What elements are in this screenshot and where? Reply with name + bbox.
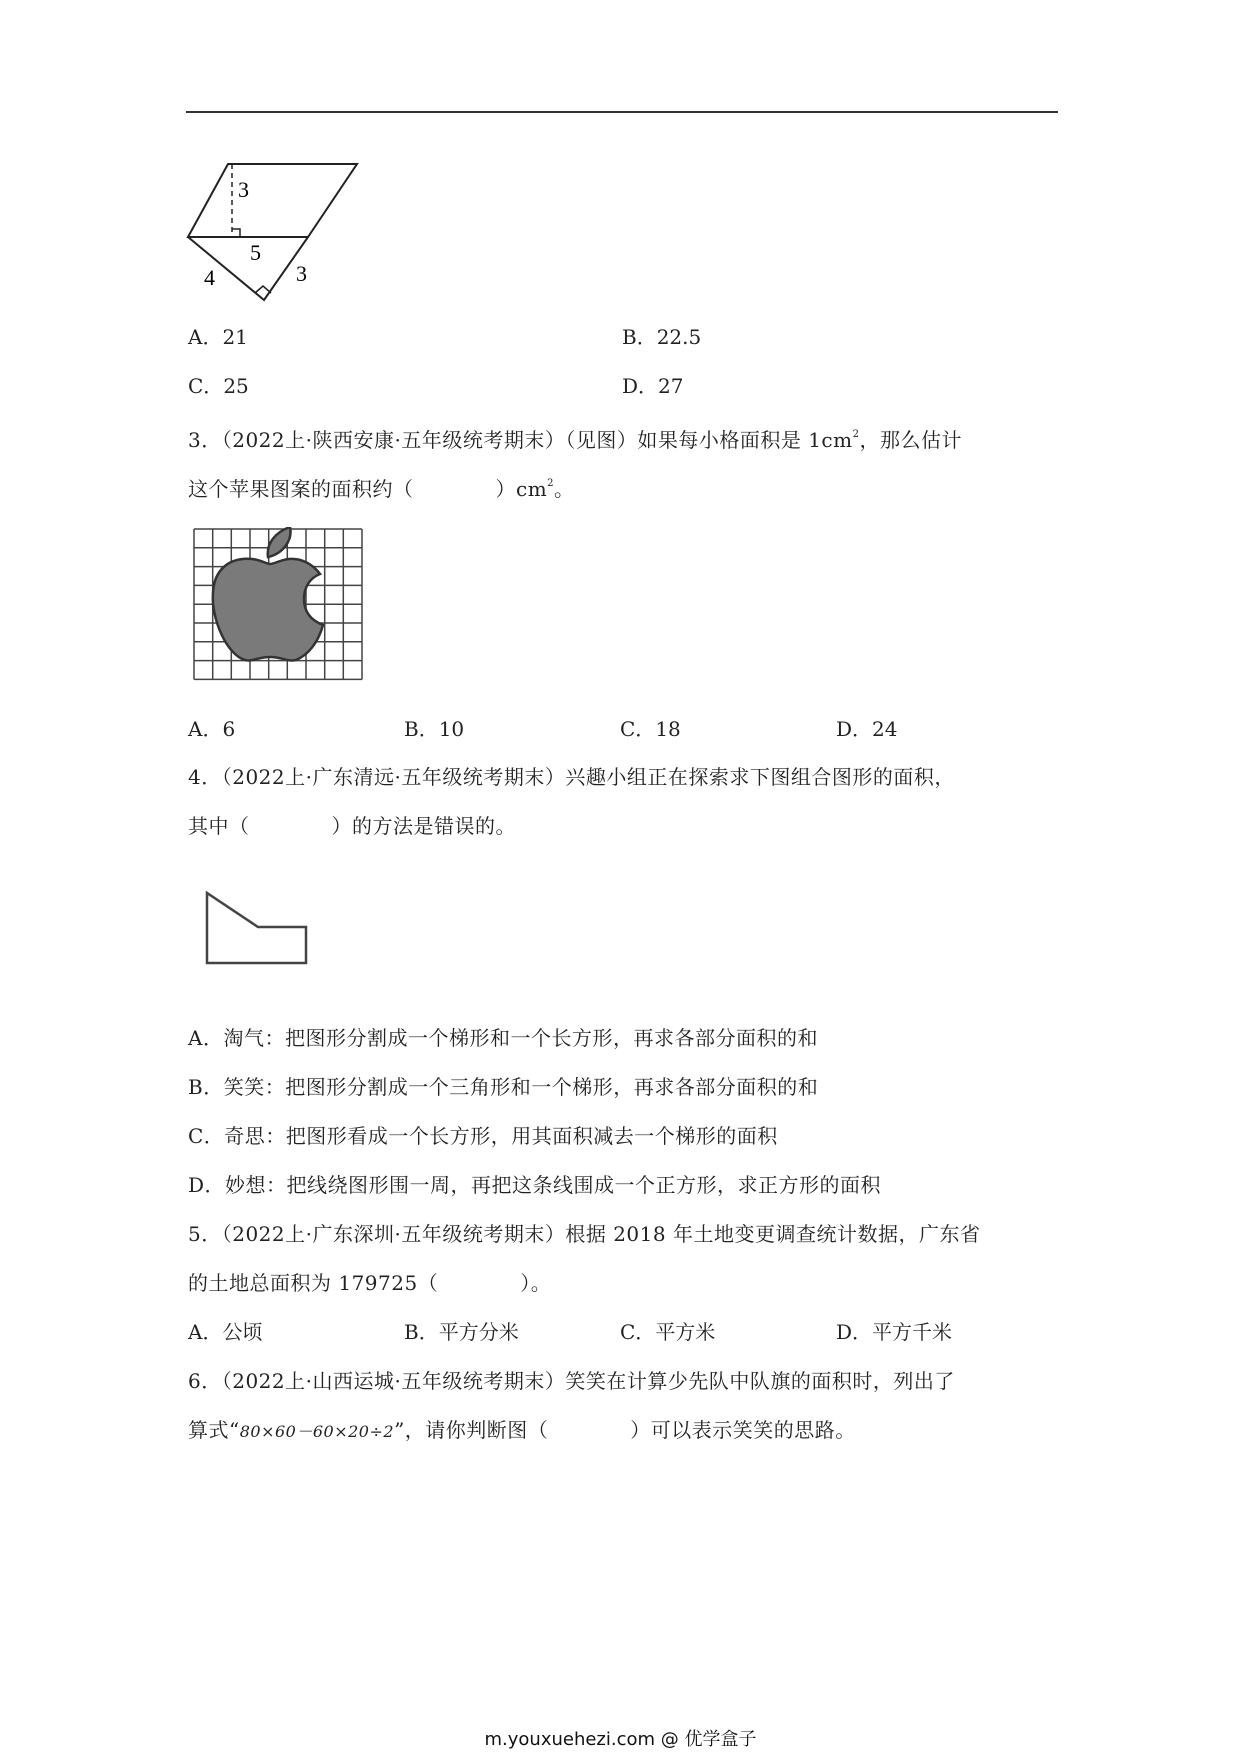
q3-question-line2: 这个苹果图案的面积约（ ）$cm^2$。 bbox=[188, 477, 575, 501]
q6-question-line2: 算式“80×60－60×20÷2”，请你判断图（ ）可以表示笑笑的思路。 bbox=[188, 1418, 856, 1442]
q5-question-line2: 的土地总面积为 179725（ ）。 bbox=[188, 1271, 552, 1295]
q5-option-d[interactable]: D．平方千米 bbox=[836, 1320, 953, 1344]
q4-option-a[interactable]: A．淘气：把图形分割成一个梯形和一个长方形，再求各部分面积的和 bbox=[188, 1026, 818, 1050]
figure1-label-left-leg: 4 bbox=[204, 265, 215, 290]
q4-question-line2: 其中（ ）的方法是错误的。 bbox=[188, 814, 516, 838]
q6-question-line1: 6．（2022上·山西运城·五年级统考期末）笑笑在计算少先队中队旗的面积时，列出了 bbox=[188, 1369, 955, 1393]
footer-watermark: m.youxuehezi.com @ 优学盒子 bbox=[484, 1729, 757, 1750]
q6-formula: 80×60－60×20÷2 bbox=[239, 1422, 395, 1441]
parallelogram-triangle-figure bbox=[180, 155, 370, 305]
q5-option-a[interactable]: A．公顷 bbox=[188, 1320, 263, 1344]
q3-option-a[interactable]: A．6 bbox=[188, 717, 236, 741]
q4-option-b[interactable]: B．笑笑：把图形分割成一个三角形和一个梯形，再求各部分面积的和 bbox=[188, 1075, 819, 1099]
composite-shape-figure bbox=[200, 885, 312, 967]
q5-question-line1: 5．（2022上·广东深圳·五年级统考期末）根据 2018 年土地变更调查统计数据，广东省 bbox=[188, 1222, 981, 1246]
q4-option-c[interactable]: C．奇思：把图形看成一个长方形，用其面积减去一个梯形的面积 bbox=[188, 1124, 778, 1148]
figure1-label-base: 5 bbox=[250, 240, 261, 265]
q3-option-b[interactable]: B．10 bbox=[404, 717, 465, 741]
q2-option-a[interactable]: A．21 bbox=[188, 325, 248, 349]
figure1-label-right-leg: 3 bbox=[296, 261, 307, 286]
q2-option-c[interactable]: C．25 bbox=[188, 374, 249, 398]
q5-option-c[interactable]: C．平方米 bbox=[620, 1320, 716, 1344]
header-rule bbox=[186, 111, 1058, 113]
q3-question-line1: 3．（2022上·陕西安康·五年级统考期末）（见图）如果每小格面积是 $1cm^2$，那么估计 bbox=[188, 428, 962, 452]
q3-option-c[interactable]: C．18 bbox=[620, 717, 681, 741]
q5-option-b[interactable]: B．平方分米 bbox=[404, 1320, 519, 1344]
q3-option-d[interactable]: D．24 bbox=[836, 717, 898, 741]
figure1-label-height: 3 bbox=[238, 177, 249, 202]
q4-option-d[interactable]: D．妙想：把线绕图形围一周，再把这条线围成一个正方形，求正方形的面积 bbox=[188, 1173, 882, 1197]
apple-grid-figure bbox=[192, 527, 364, 682]
q2-option-d[interactable]: D．27 bbox=[622, 374, 684, 398]
q2-option-b[interactable]: B．22.5 bbox=[622, 325, 702, 349]
q4-question-line1: 4．（2022上·广东清远·五年级统考期末）兴趣小组正在探索求下图组合图形的面积， bbox=[188, 765, 955, 789]
